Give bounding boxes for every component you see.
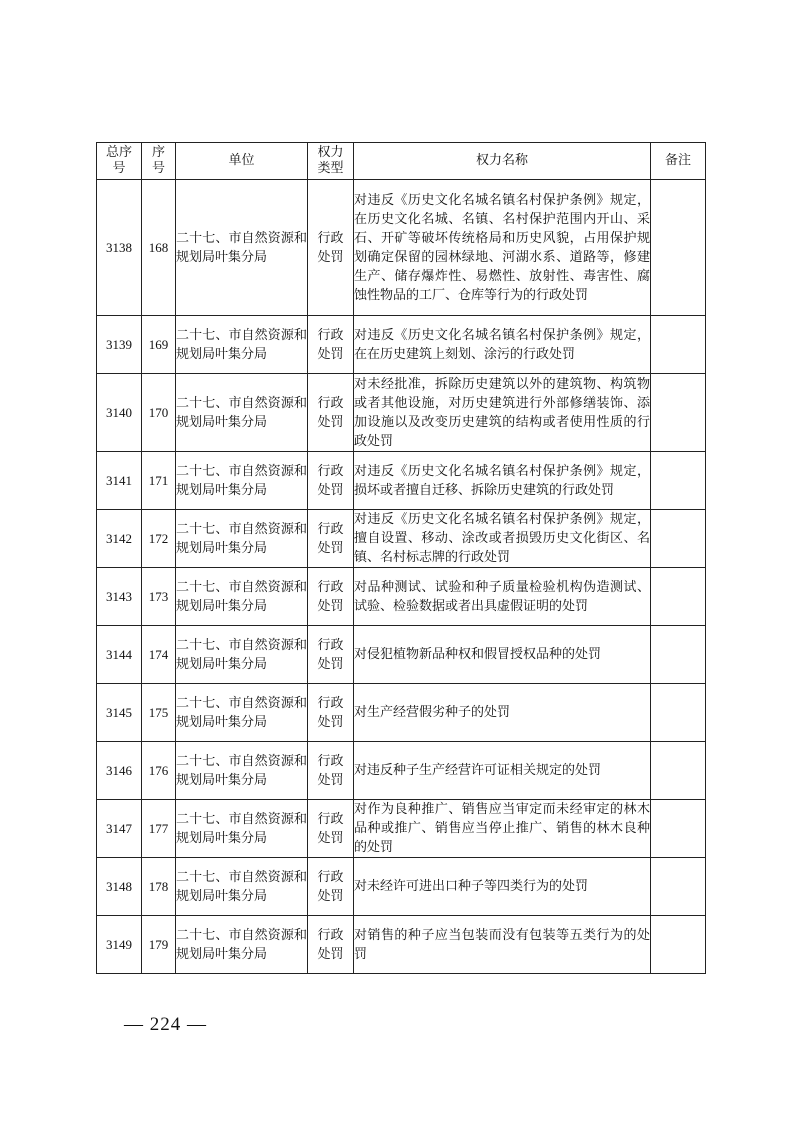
cell-sequence-number: 174 xyxy=(142,626,176,684)
cell-unit: 二十七、市自然资源和规划局叶集分局 xyxy=(176,180,308,316)
cell-power-type: 行政处罚 xyxy=(308,316,354,374)
cell-sequence-number: 177 xyxy=(142,800,176,858)
cell-remarks xyxy=(651,374,706,452)
cell-power-type: 行政处罚 xyxy=(308,916,354,974)
page-number: — 224 — xyxy=(124,1014,207,1035)
cell-total-number: 3148 xyxy=(97,858,142,916)
cell-power-name: 对侵犯植物新品种权和假冒授权品种的处罚 xyxy=(354,626,651,684)
cell-remarks xyxy=(651,510,706,568)
cell-sequence-number: 178 xyxy=(142,858,176,916)
cell-total-number: 3147 xyxy=(97,800,142,858)
cell-power-type: 行政处罚 xyxy=(308,374,354,452)
cell-total-number: 3146 xyxy=(97,742,142,800)
table-header-row xyxy=(97,143,706,180)
cell-remarks xyxy=(651,626,706,684)
cell-power-name: 对违反《历史文化名城名镇名村保护条例》规定，损坏或者擅自迁移、拆除历史建筑的行政处罚 xyxy=(354,452,651,510)
cell-unit: 二十七、市自然资源和规划局叶集分局 xyxy=(176,374,308,452)
cell-power-name: 对生产经营假劣种子的处罚 xyxy=(354,684,651,742)
cell-total-number: 3139 xyxy=(97,316,142,374)
cell-power-name: 对品种测试、试验和种子质量检验机构伪造测试、试验、检验数据或者出具虚假证明的处罚 xyxy=(354,568,651,626)
table-row xyxy=(97,684,706,742)
cell-unit: 二十七、市自然资源和规划局叶集分局 xyxy=(176,568,308,626)
cell-unit: 二十七、市自然资源和规划局叶集分局 xyxy=(176,316,308,374)
table-row xyxy=(97,916,706,974)
cell-power-name: 对违反《历史文化名城名镇名村保护条例》规定，在在历史建筑上刻划、涂污的行政处罚 xyxy=(354,316,651,374)
cell-power-type: 行政处罚 xyxy=(308,684,354,742)
cell-unit: 二十七、市自然资源和规划局叶集分局 xyxy=(176,916,308,974)
cell-sequence-number: 172 xyxy=(142,510,176,568)
cell-remarks xyxy=(651,316,706,374)
cell-sequence-number: 176 xyxy=(142,742,176,800)
header-power-name: 权力名称 xyxy=(354,143,651,180)
cell-total-number: 3141 xyxy=(97,452,142,510)
cell-remarks xyxy=(651,742,706,800)
cell-power-name: 对销售的种子应当包装而没有包装等五类行为的处罚 xyxy=(354,916,651,974)
cell-remarks xyxy=(651,180,706,316)
cell-unit: 二十七、市自然资源和规划局叶集分局 xyxy=(176,684,308,742)
table-row xyxy=(97,742,706,800)
header-unit: 单位 xyxy=(176,143,308,180)
table-row xyxy=(97,800,706,858)
cell-remarks xyxy=(651,684,706,742)
cell-total-number: 3143 xyxy=(97,568,142,626)
cell-power-type: 行政处罚 xyxy=(308,510,354,568)
cell-power-type: 行政处罚 xyxy=(308,742,354,800)
cell-sequence-number: 175 xyxy=(142,684,176,742)
cell-power-type: 行政处罚 xyxy=(308,800,354,858)
cell-total-number: 3149 xyxy=(97,916,142,974)
cell-total-number: 3140 xyxy=(97,374,142,452)
table-row xyxy=(97,626,706,684)
header-power-type: 权力类型 xyxy=(308,143,354,180)
cell-remarks xyxy=(651,568,706,626)
cell-remarks xyxy=(651,916,706,974)
cell-unit: 二十七、市自然资源和规划局叶集分局 xyxy=(176,742,308,800)
power-list-table xyxy=(96,142,706,974)
table-row xyxy=(97,858,706,916)
cell-total-number: 3144 xyxy=(97,626,142,684)
cell-power-name: 对违反《历史文化名城名镇名村保护条例》规定，在历史文化名城、名镇、名村保护范围内开山、采石、开矿等破坏传统格局和历史风貌，占用保护规划确定保留的园林绿地、河湖水系、道路等，修建生产、储存爆炸性、易燃性、放射性、毒害性、腐蚀性物品的工厂、仓库等行为的行政处罚 xyxy=(354,180,651,316)
cell-total-number: 3138 xyxy=(97,180,142,316)
table-row xyxy=(97,452,706,510)
cell-power-name: 对违反种子生产经营许可证相关规定的处罚 xyxy=(354,742,651,800)
cell-total-number: 3142 xyxy=(97,510,142,568)
cell-unit: 二十七、市自然资源和规划局叶集分局 xyxy=(176,800,308,858)
table-body xyxy=(97,180,706,974)
cell-unit: 二十七、市自然资源和规划局叶集分局 xyxy=(176,858,308,916)
cell-power-type: 行政处罚 xyxy=(308,858,354,916)
cell-sequence-number: 173 xyxy=(142,568,176,626)
table-row xyxy=(97,510,706,568)
table-row xyxy=(97,568,706,626)
cell-remarks xyxy=(651,452,706,510)
cell-power-type: 行政处罚 xyxy=(308,452,354,510)
cell-power-type: 行政处罚 xyxy=(308,568,354,626)
cell-sequence-number: 179 xyxy=(142,916,176,974)
cell-sequence-number: 168 xyxy=(142,180,176,316)
cell-unit: 二十七、市自然资源和规划局叶集分局 xyxy=(176,510,308,568)
cell-unit: 二十七、市自然资源和规划局叶集分局 xyxy=(176,452,308,510)
cell-remarks xyxy=(651,858,706,916)
header-total-number: 总序号 xyxy=(97,143,142,180)
header-remarks: 备注 xyxy=(651,143,706,180)
cell-sequence-number: 171 xyxy=(142,452,176,510)
table-row xyxy=(97,374,706,452)
header-sequence-number: 序号 xyxy=(142,143,176,180)
cell-power-type: 行政处罚 xyxy=(308,180,354,316)
cell-power-name: 对未经批准，拆除历史建筑以外的建筑物、构筑物或者其他设施，对历史建筑进行外部修缮装饰、添加设施以及改变历史建筑的结构或者使用性质的行政处罚 xyxy=(354,374,651,452)
cell-sequence-number: 170 xyxy=(142,374,176,452)
cell-sequence-number: 169 xyxy=(142,316,176,374)
cell-total-number: 3145 xyxy=(97,684,142,742)
cell-unit: 二十七、市自然资源和规划局叶集分局 xyxy=(176,626,308,684)
table-row xyxy=(97,180,706,316)
cell-power-name: 对未经许可进出口种子等四类行为的处罚 xyxy=(354,858,651,916)
cell-power-name: 对作为良种推广、销售应当审定而未经审定的林木品种或推广、销售应当停止推广、销售的林木良种的处罚 xyxy=(354,800,651,858)
cell-power-name: 对违反《历史文化名城名镇名村保护条例》规定，擅自设置、移动、涂改或者损毁历史文化街区、名镇、名村标志牌的行政处罚 xyxy=(354,510,651,568)
table-row xyxy=(97,316,706,374)
cell-power-type: 行政处罚 xyxy=(308,626,354,684)
cell-remarks xyxy=(651,800,706,858)
